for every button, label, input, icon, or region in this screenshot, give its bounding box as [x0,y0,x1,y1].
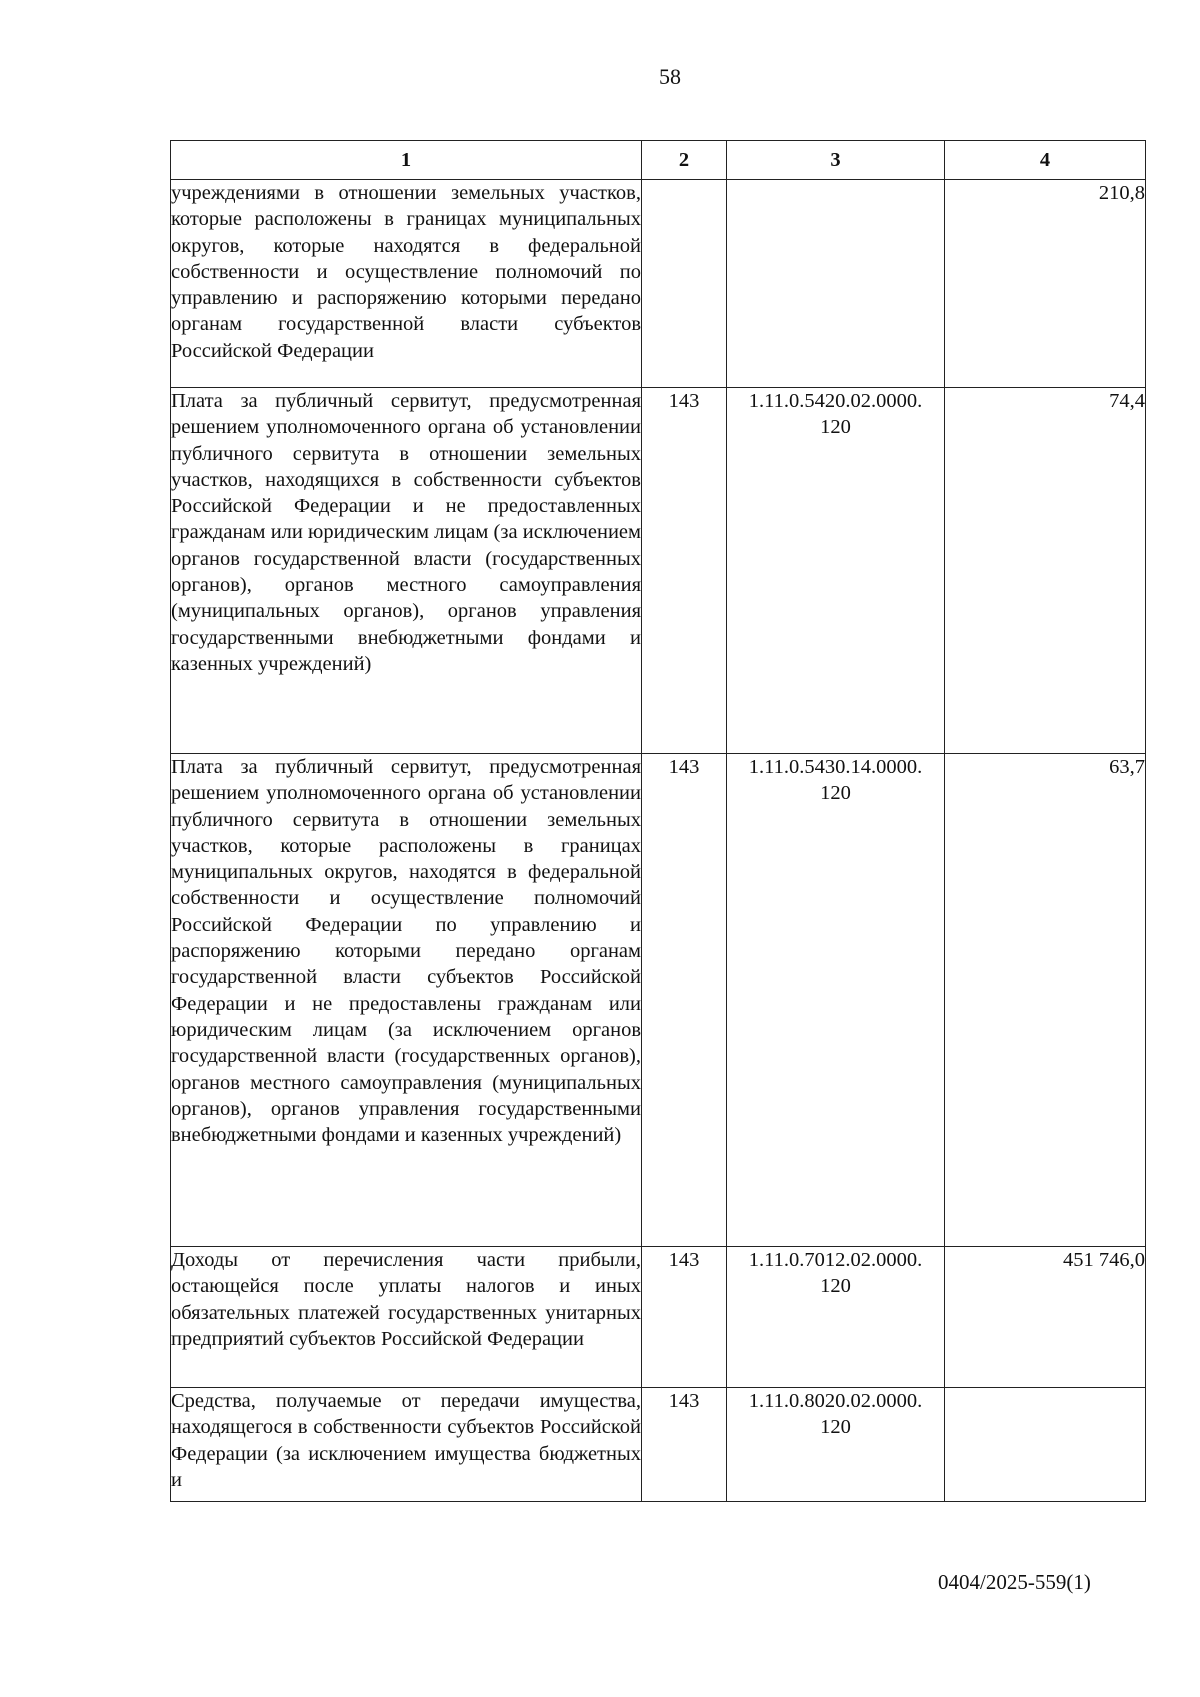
header-col-3: 3 [727,141,945,180]
row-description: Средства, получаемые от передачи имущества, находящегося в собственности субъектов Российской Федерации (за исключением имущества бюджетных и [171,1388,642,1502]
row-admin-code: 143 [642,388,727,754]
row-classification-code [727,1388,945,1502]
row-amount: 451 746,0 [945,1247,1146,1388]
row-description: Плата за публичный сервитут, предусмотренная решением уполномоченного органа об установлении публичного сервитута в отношении земельных участков, которые расположены в границах муниципальных округов, находятся в федеральной собственности и осуществление полномочий Российской Федерации по управлению и распоряжению которыми передано органам государственной власти субъектов Российской Федерации и не предоставлены гражданам или юридическим лицам (за исключением органов государственной власти (государственных органов), органов местного самоуправления (муниципальных органов), органов управления государственными внебюджетными фондами и казенных учреждений) [171,754,642,1247]
table-header-row [171,141,1146,180]
row-amount: 74,4 [945,388,1146,754]
code-line-1: 1.11.0.5430.14.0000. [748,756,923,778]
row-classification-code [727,180,945,388]
code-line-1: 1.11.0.8020.02.0000. [748,1390,923,1412]
code-line-2: 120 [820,782,851,805]
table-row [171,388,1146,754]
revenue-table [170,140,1146,1502]
header-col-4: 4 [945,141,1146,180]
header-col-2: 2 [642,141,727,180]
table-row [171,1388,1146,1502]
row-admin-code: 143 [642,1247,727,1388]
document-registration-code: 0404/2025-559(1) [938,1570,1091,1594]
table-row [171,754,1146,1247]
row-amount: 210,8 [945,180,1146,388]
row-classification-code [727,1247,945,1388]
row-description: Плата за публичный сервитут, предусмотренная решением уполномоченного органа об установлении публичного сервитута в отношении земельных участков, находящихся в собственности субъектов Российской Федерации и не предоставленных гражданам или юридическим лицам (за исключением органов государственной власти (государственных органов), органов местного самоуправления (муниципальных органов), органов управления государственными внебюджетными фондами и казенных учреждений) [171,388,642,754]
row-amount: 63,7 [945,754,1146,1247]
row-amount [945,1388,1146,1502]
row-admin-code: 143 [642,1388,727,1502]
page-number: 58 [659,64,681,89]
table-row [171,180,1146,388]
row-admin-code [642,180,727,388]
code-line-2: 120 [820,1416,851,1439]
code-line-1: 1.11.0.5420.02.0000. [748,390,923,412]
row-classification-code [727,754,945,1247]
row-description: учреждениями в отношении земельных участков, которые расположены в границах муниципальных округов, которые находятся в федеральной собственности и осуществление полномочий по управлению и распоряжению которыми передано органам государственной власти субъектов Российской Федерации [171,180,642,388]
table-row [171,1247,1146,1388]
code-line-1: 1.11.0.7012.02.0000. [748,1249,923,1271]
header-col-1: 1 [171,141,642,180]
row-admin-code: 143 [642,754,727,1247]
code-line-2: 120 [820,416,851,439]
code-line-2: 120 [820,1275,851,1298]
row-description: Доходы от перечисления части прибыли, остающейся после уплаты налогов и иных обязательных платежей государственных унитарных предприятий субъектов Российской Федерации [171,1247,642,1388]
row-classification-code [727,388,945,754]
